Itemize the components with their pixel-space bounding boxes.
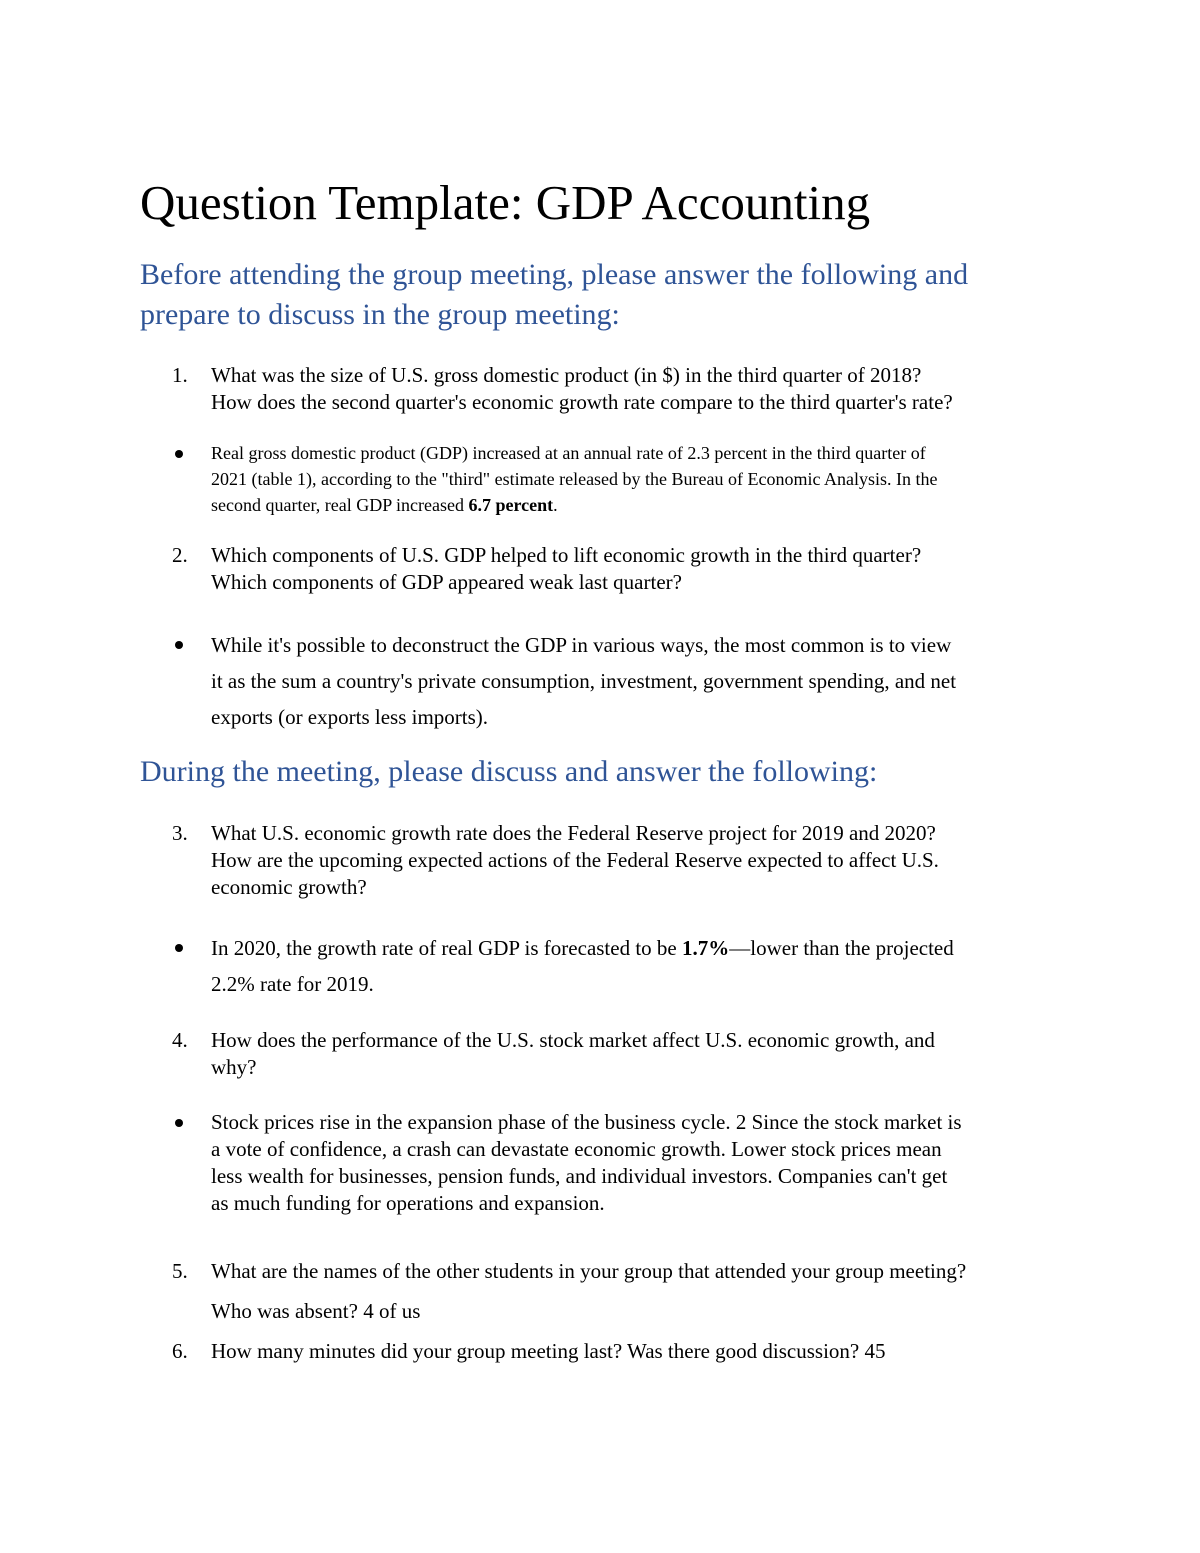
question-line: How are the upcoming expected actions of the Federal Reserve expected to affect U.S.	[211, 848, 939, 872]
section-heading-line: prepare to discuss in the group meeting:	[140, 298, 620, 331]
answer-line: While it's possible to deconstruct the GDP in various ways, the most common is to view	[211, 633, 952, 657]
list-number: 6.	[172, 1339, 188, 1363]
section-heading-line: Before attending the group meeting, please answer the following and	[140, 258, 969, 291]
answer-text	[211, 930, 954, 1002]
question-text	[211, 542, 921, 596]
answer-line: it as the sum a country's private consumption, investment, government spending, and net	[211, 669, 957, 693]
question-line: What was the size of U.S. gross domestic product (in $) in the third quarter of 2018?	[211, 363, 922, 387]
bullet-icon	[175, 641, 183, 649]
section-heading-during: During the meeting, please discuss and answer the following:	[140, 755, 878, 788]
answer-line	[211, 492, 937, 518]
answer-line: less wealth for businesses, pension funds, and individual investors. Companies can't get	[211, 1164, 948, 1188]
question-line: What are the names of the other students in your group that attended your group meeting?	[211, 1259, 967, 1283]
question-line: What U.S. economic growth rate does the Federal Reserve project for 2019 and 2020?	[211, 821, 936, 845]
document-title: Question Template: GDP Accounting	[140, 175, 871, 230]
answer-text	[211, 1109, 962, 1217]
answer-line: 2.2% rate for 2019.	[211, 972, 374, 996]
answer-line: a vote of confidence, a crash can devastate economic growth. Lower stock prices mean	[211, 1137, 942, 1161]
answer-text	[211, 440, 937, 518]
list-number: 3.	[172, 821, 188, 845]
answer-text-span: —lower than the projected	[729, 936, 954, 960]
question-line: How does the second quarter's economic growth rate compare to the third quarter's rate?	[211, 390, 953, 414]
answer-text-span: In 2020, the growth rate of real GDP is forecasted to be	[211, 936, 682, 960]
answer-line: Real gross domestic product (GDP) increased at an annual rate of 2.3 percent in the third quarter of	[211, 443, 926, 463]
question-text	[211, 1027, 935, 1081]
answer-text	[211, 627, 956, 735]
bullet-icon	[175, 450, 183, 458]
question-line: Which components of U.S. GDP helped to lift economic growth in the third quarter?	[211, 543, 922, 567]
question-text	[211, 362, 953, 416]
bullet-icon	[175, 1119, 183, 1127]
question-text	[211, 1253, 966, 1329]
list-number: 1.	[172, 363, 188, 387]
question-text	[211, 820, 939, 901]
answer-text-span: second quarter, real GDP increased	[211, 495, 469, 515]
question-line: Who was absent? 4 of us	[211, 1299, 421, 1323]
answer-line: exports (or exports less imports).	[211, 705, 489, 729]
question-line: why?	[211, 1055, 257, 1079]
list-number: 4.	[172, 1028, 188, 1052]
answer-line: 2021 (table 1), according to the "third" estimate released by the Bureau of Economic Analysis. In the	[211, 469, 938, 489]
list-number: 2.	[172, 543, 188, 567]
question-line: economic growth?	[211, 875, 367, 899]
question-text	[211, 1333, 885, 1369]
answer-bold-value: 6.7 percent	[468, 495, 554, 515]
bullet-icon	[175, 944, 183, 952]
list-number: 5.	[172, 1259, 188, 1283]
question-line: Which components of GDP appeared weak last quarter?	[211, 570, 682, 594]
answer-line	[211, 930, 954, 966]
answer-line: as much funding for operations and expansion.	[211, 1191, 605, 1215]
question-line: How many minutes did your group meeting last? Was there good discussion? 45	[211, 1339, 886, 1363]
answer-text-span: .	[553, 495, 558, 515]
section-heading-before	[140, 255, 968, 335]
question-line: How does the performance of the U.S. stock market affect U.S. economic growth, and	[211, 1028, 935, 1052]
answer-line: Stock prices rise in the expansion phase of the business cycle. 2 Since the stock market is	[211, 1110, 962, 1134]
answer-bold-value: 1.7%	[682, 936, 730, 960]
